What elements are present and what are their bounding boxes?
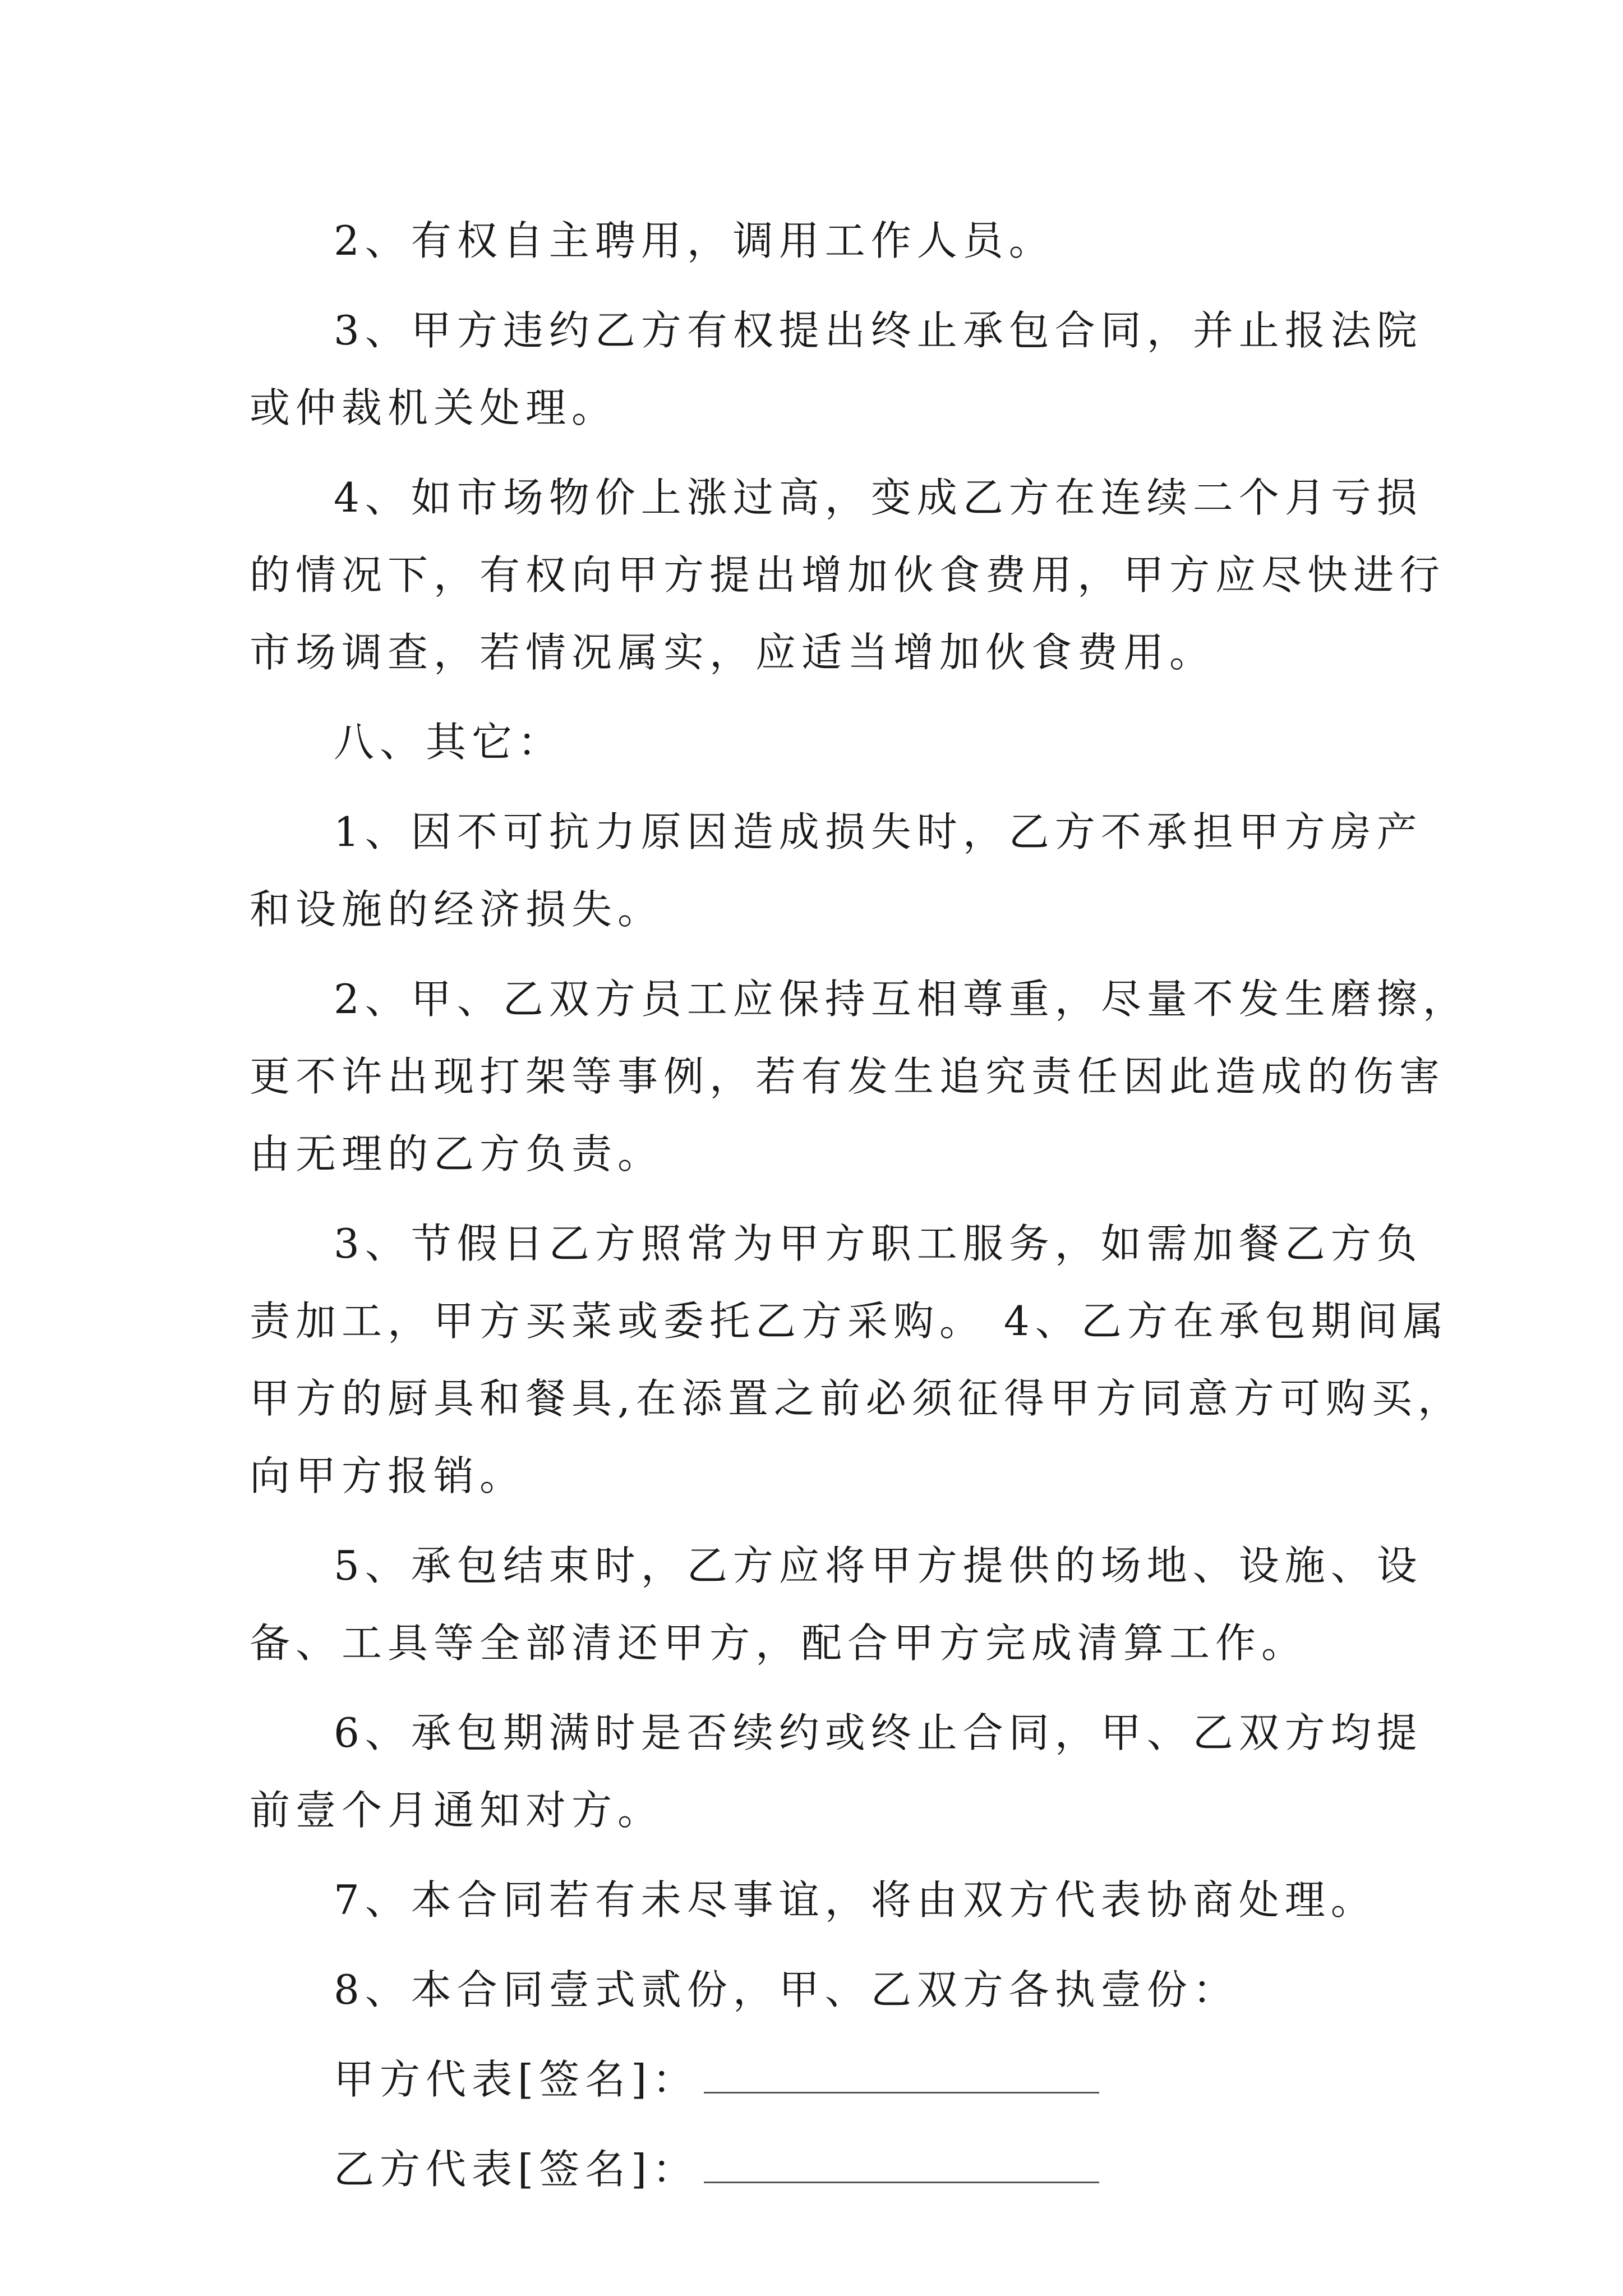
clause-7-3-line-2: 或仲裁机关处理。	[250, 384, 618, 431]
clause-8-3-line-1: 3、节假日乙方照常为甲方职工服务，如需加餐乙方负	[334, 1220, 1423, 1267]
clause-8-3-line-2: 责加工，甲方买菜或委托乙方采购。 4、乙方在承包期间属	[250, 1297, 1449, 1345]
section-8-heading: 八、其它：	[334, 719, 564, 766]
clause-8-7: 7、本合同若有未尽事谊，将由双方代表协商处理。	[334, 1876, 1377, 1924]
clause-8-1-line-2: 和设施的经济损失。	[250, 886, 664, 933]
party-a-signature-label: 甲方代表[签名]：	[334, 2056, 699, 2103]
clause-8-3-line-4: 向甲方报销。	[250, 1452, 526, 1499]
clause-8-2-line-1: 2、甲、乙双方员工应保持互相尊重，尽量不发生磨擦，	[334, 976, 1469, 1023]
clause-8-8: 8、本合同壹式贰份，甲、乙双方各执壹份：	[334, 1966, 1239, 2013]
party-a-signature-row	[250, 2041, 1382, 2118]
clause-8-6-line-2: 前壹个月通知对方。	[250, 1787, 664, 1834]
clause-8-5-line-1: 5、承包结束时，乙方应将甲方提供的场地、设施、设	[334, 1542, 1423, 1589]
party-b-signature-row	[250, 2131, 1382, 2208]
clause-8-6-line-1: 6、承包期满时是否续约或终止合同，甲、乙双方均提	[334, 1709, 1423, 1756]
clause-8-3-line-3: 甲方的厨具和餐具,在添置之前必须征得甲方同意方可购买，	[250, 1375, 1464, 1422]
clause-7-2: 2、有权自主聘用，调用工作人员。	[334, 217, 1055, 264]
party-b-signature-label: 乙方代表[签名]：	[334, 2146, 699, 2193]
contract-body	[250, 202, 1469, 2208]
clause-8-5-line-2: 备、工具等全部清还甲方，配合甲方完成清算工作。	[250, 1619, 1308, 1667]
clause-7-3-line-1: 3、甲方违约乙方有权提出终止承包合同，并止报法院	[334, 307, 1423, 354]
clause-7-4-line-3: 市场调查，若情况属实，应适当增加伙食费用。	[250, 629, 1216, 676]
clause-8-2-line-2: 更不许出现打架等事例，若有发生追究责任因此造成的伤害	[250, 1053, 1446, 1100]
clause-8-1-line-1: 1、因不可抗力原因造成损失时，乙方不承担甲方房产	[334, 808, 1423, 855]
party-b-signature-line	[704, 2141, 1099, 2183]
clause-8-2-line-3: 由无理的乙方负责。	[250, 1130, 664, 1177]
clause-7-4-line-2: 的情况下，有权向甲方提出增加伙食费用，甲方应尽快进行	[250, 551, 1446, 599]
clause-7-4-line-1: 4、如市场物价上涨过高，变成乙方在连续二个月亏损	[334, 474, 1423, 521]
party-a-signature-line	[704, 2051, 1099, 2093]
